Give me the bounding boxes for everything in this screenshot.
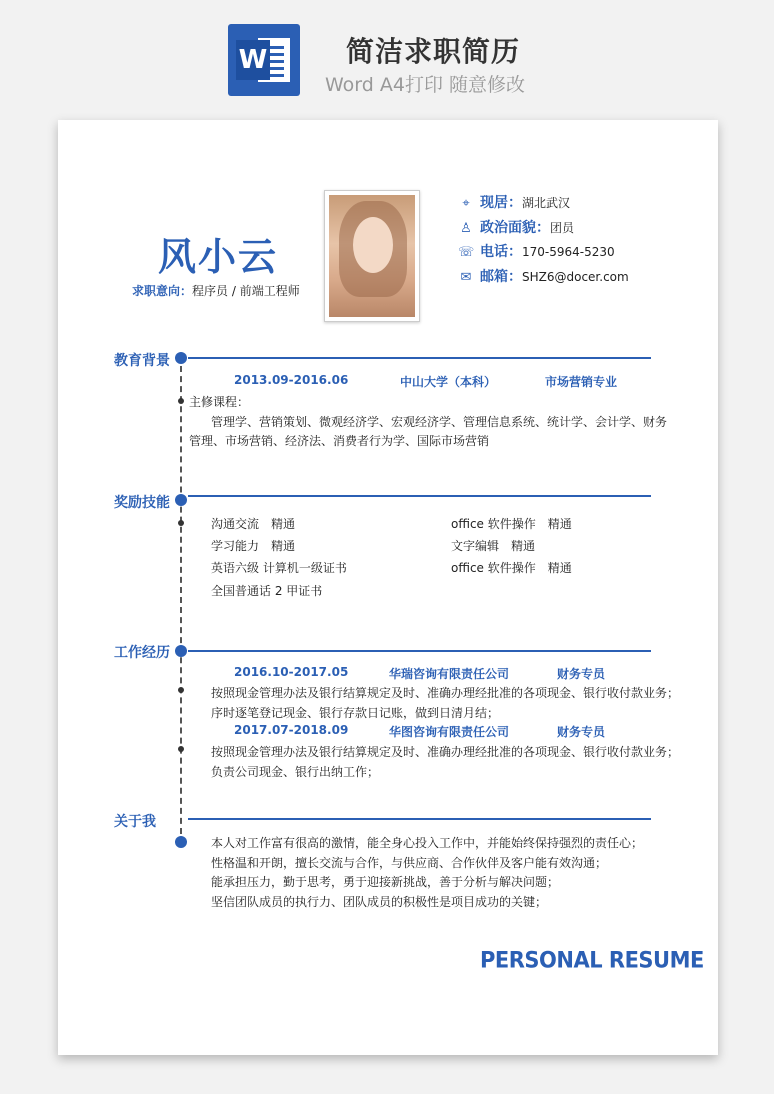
education-period: 2013.09-2016.06 bbox=[234, 373, 349, 387]
section-divider bbox=[188, 495, 651, 497]
skill-item: office 软件操作 精通 bbox=[451, 517, 572, 531]
job-duty: 序时逐笔登记现金、银行存款日记账，做到日清月结； bbox=[211, 706, 500, 720]
job-role: 财务专员 bbox=[557, 667, 606, 681]
header-subtitle: Word A4打印 随意修改 bbox=[325, 74, 526, 96]
section-title-skills: 奖励技能 bbox=[114, 495, 170, 511]
education-school: 中山大学（本科） bbox=[400, 375, 497, 389]
section-dot bbox=[175, 494, 187, 506]
skill-item: 英语六级 计算机一级证书 bbox=[211, 561, 347, 575]
download-header bbox=[0, 0, 774, 110]
email-icon: ✉ bbox=[460, 270, 472, 285]
job-company: 华图咨询有限责任公司 bbox=[389, 725, 510, 739]
skill-item: 全国普通话 2 甲证书 bbox=[211, 584, 323, 598]
skill-item: 学习能力 精通 bbox=[211, 539, 296, 553]
personal-resume-title: PERSONAL RESUME bbox=[480, 947, 704, 973]
job-intent-value: 程序员 / 前端工程师 bbox=[192, 284, 300, 298]
section-title-education: 教育背景 bbox=[114, 353, 170, 369]
education-major: 市场营销专业 bbox=[545, 375, 618, 389]
section-divider bbox=[188, 650, 651, 652]
job-role: 财务专员 bbox=[557, 725, 606, 739]
section-divider bbox=[188, 818, 651, 820]
job-company: 华瑞咨询有限责任公司 bbox=[389, 667, 510, 681]
about-line: 能承担压力，勤于思考，勇于迎接新挑战，善于分析与解决问题； bbox=[211, 875, 560, 889]
about-line: 本人对工作富有很高的激情，能全身心投入工作中，并能始终保持强烈的责任心； bbox=[211, 836, 644, 850]
phone-icon: ☏ bbox=[458, 245, 475, 260]
courses-line: 管理、市场营销、经济法、消费者行为学、国际市场营销 bbox=[189, 434, 490, 448]
section-dot bbox=[175, 352, 187, 364]
section-title-about: 关于我 bbox=[114, 814, 156, 830]
contact-location: ⌖ 现居：湖北武汉 bbox=[458, 192, 570, 212]
location-icon: ⌖ bbox=[462, 196, 470, 211]
job-period: 2016.10-2017.05 bbox=[234, 665, 349, 679]
contact-phone: ☏ 电话：170-5964-5230 bbox=[458, 244, 615, 260]
job-duty: 按照现金管理办法及银行结算规定及时、准确办理经批准的各项现金、银行收付款业务； bbox=[211, 745, 680, 759]
job-duty: 按照现金管理办法及银行结算规定及时、准确办理经批准的各项现金、银行收付款业务； bbox=[211, 686, 680, 700]
section-dot bbox=[175, 645, 187, 657]
bullet bbox=[178, 746, 184, 752]
about-line: 坚信团队成员的执行力、团队成员的积极性是项目成功的关键； bbox=[211, 895, 548, 909]
bullet bbox=[178, 398, 184, 404]
resume-page bbox=[58, 120, 718, 1055]
courses-label: 主修课程： bbox=[189, 395, 250, 409]
job-intent bbox=[132, 282, 300, 299]
user-icon: ♙ bbox=[460, 221, 472, 236]
skill-item: 文字编辑 精通 bbox=[451, 539, 536, 553]
bullet bbox=[178, 520, 184, 526]
job-duty: 负责公司现金、银行出纳工作； bbox=[211, 765, 380, 779]
bullet bbox=[178, 687, 184, 693]
section-dot bbox=[175, 836, 187, 848]
contact-email: ✉ 邮箱：SHZ6@docer.com bbox=[458, 266, 629, 286]
section-divider bbox=[188, 357, 651, 359]
word-logo-icon: W bbox=[228, 24, 300, 96]
skill-item: office 软件操作 精通 bbox=[451, 561, 572, 575]
timeline-line bbox=[180, 356, 182, 844]
header-title: 简洁求职简历 bbox=[346, 35, 521, 68]
job-period: 2017.07-2018.09 bbox=[234, 723, 349, 737]
candidate-name: 风小云 bbox=[158, 235, 279, 279]
courses-line: 管理学、营销策划、微观经济学、宏观经济学、管理信息系统、统计学、会计学、财务 bbox=[211, 415, 668, 429]
section-title-work: 工作经历 bbox=[114, 645, 170, 661]
job-intent-label: 求职意向： bbox=[132, 284, 193, 298]
profile-photo bbox=[324, 190, 420, 322]
about-line: 性格温和开朗，擅长交流与合作，与供应商、合作伙伴及客户能有效沟通； bbox=[211, 856, 608, 870]
skill-item: 沟通交流 精通 bbox=[211, 517, 296, 531]
contact-politics: ♙ 政治面貌：团员 bbox=[458, 217, 574, 237]
